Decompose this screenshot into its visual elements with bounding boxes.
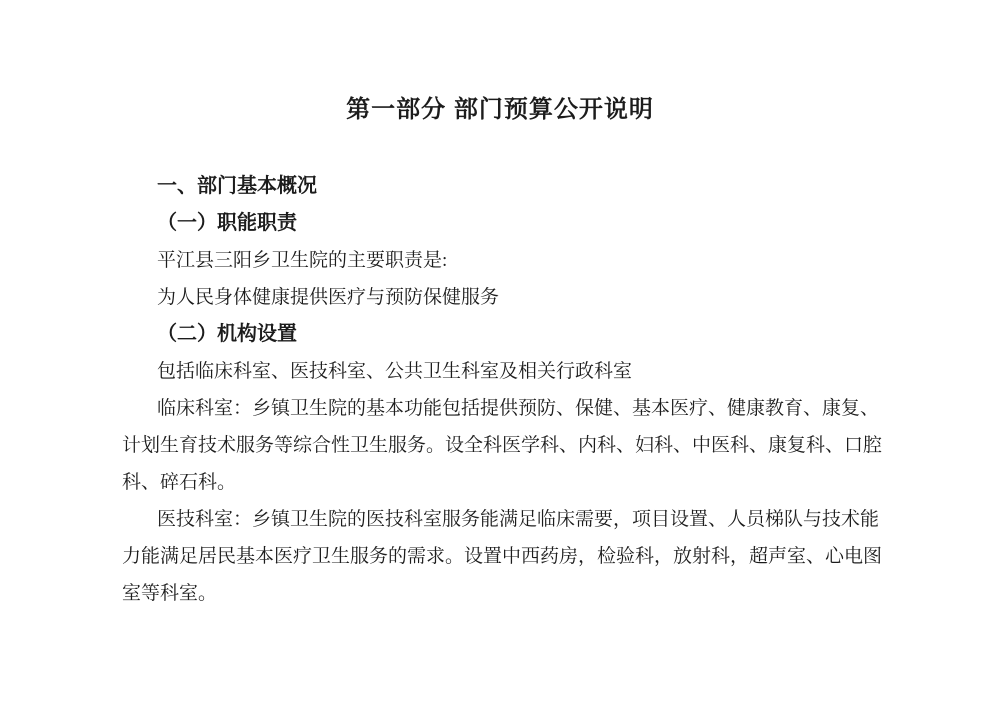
paragraph-line-medtech-3: 室等科室。 [122,583,218,604]
paragraph-line-structure: 包括临床科室、医技科室、公共卫生科室及相关行政科室 [157,361,633,382]
paragraph-line-clinical-2: 计划生育技术服务等综合性卫生服务。设全科医学科、内科、妇科、中医科、康复科、口腔 [122,435,883,456]
section-heading-duties: （一）职能职责 [157,212,297,234]
paragraph-line-clinical-3: 科、碎石科。 [122,472,237,493]
paragraph-line-medtech-2: 力能满足居民基本医疗卫生服务的需求。设置中西药房，检验科，放射科，超声室、心电图 [122,546,883,567]
section-heading-structure: （二）机构设置 [157,323,297,345]
paragraph-line-medtech-1: 医技科室：乡镇卫生院的医技科室服务能满足临床需要，项目设置、人员梯队与技术能 [157,509,880,530]
paragraph-line-duties-intro: 平江县三阳乡卫生院的主要职责是: [157,250,448,271]
document-body [122,168,882,612]
paragraph-line-clinical-1: 临床科室：乡镇卫生院的基本功能包括提供预防、保健、基本医疗、健康教育、康复、 [157,398,880,419]
paragraph-line-duties-body: 为人民身体健康提供医疗与预防保健服务 [157,287,500,308]
page-title: 第一部分 部门预算公开说明 [346,96,654,123]
section-heading-overview: 一、部门基本概况 [157,175,317,197]
